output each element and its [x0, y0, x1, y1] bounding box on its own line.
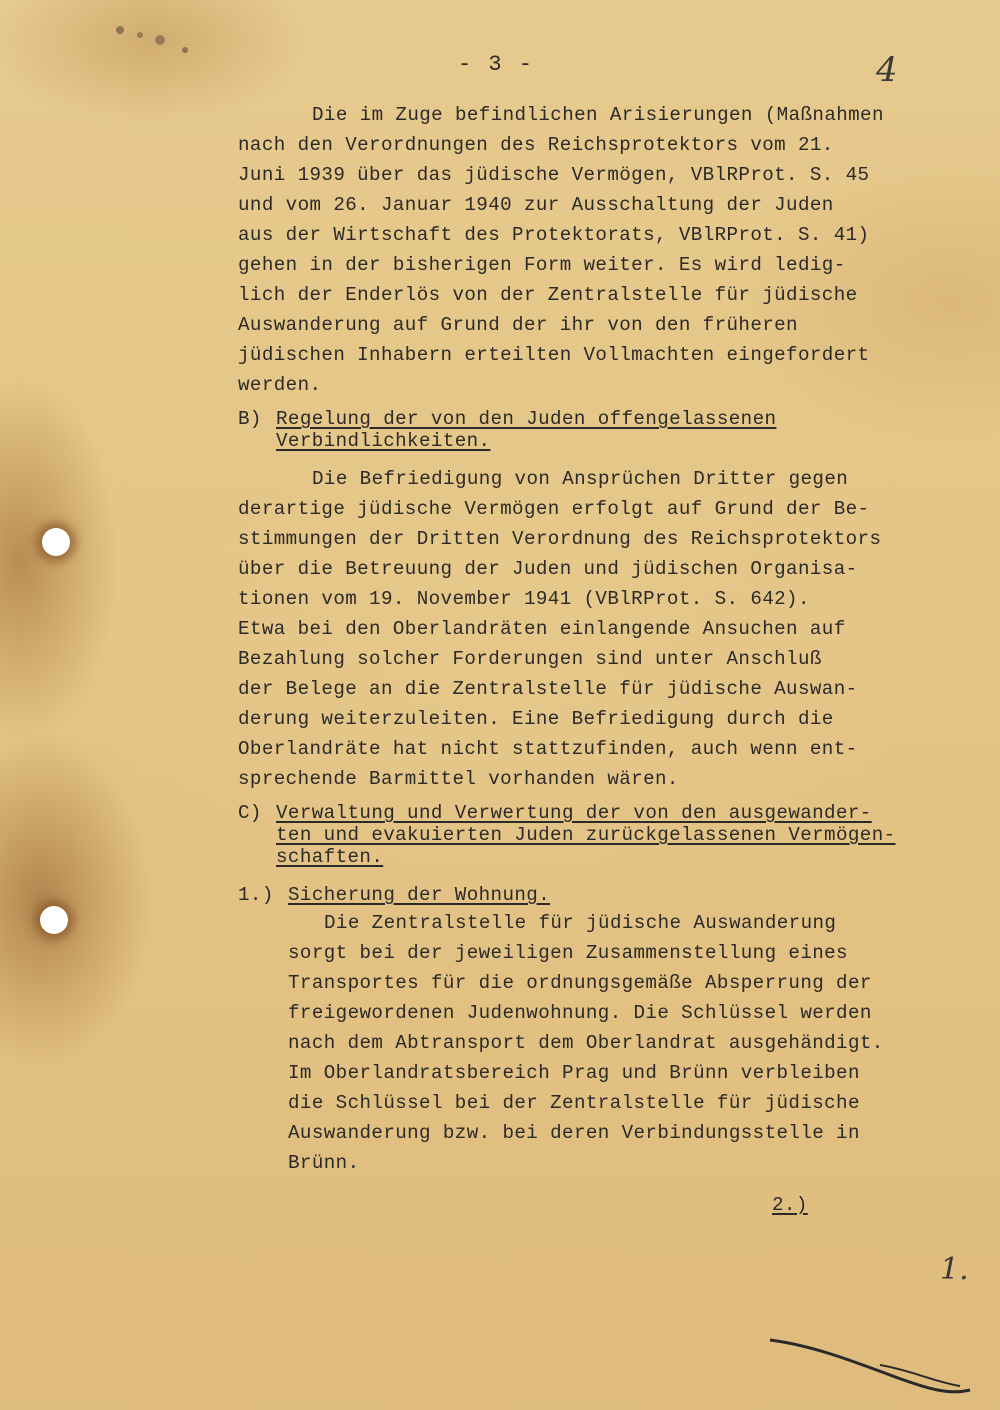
subsection-marker: 1.)	[238, 884, 274, 906]
paragraph-line: werden.	[238, 374, 322, 396]
catchword: 2.)	[772, 1194, 808, 1216]
section-heading-c: ten und evakuierten Juden zurückgelassenen Vermögen-	[276, 824, 896, 846]
margin-annotation-top: 4	[876, 50, 898, 90]
section-heading-c: schaften.	[276, 846, 384, 868]
section-heading-c: Verwaltung und Verwertung der von den ausgewander-	[276, 802, 872, 824]
section-marker-c: C)	[238, 802, 262, 824]
paragraph-line: die Schlüssel bei der Zentralstelle für jüdische	[288, 1092, 860, 1114]
pencil-scribble-icon	[760, 1320, 980, 1400]
paragraph-line: derartige jüdische Vermögen erfolgt auf Grund der Be-	[238, 498, 870, 520]
punch-hole	[42, 528, 70, 556]
page-number: - 3 -	[458, 52, 535, 77]
paragraph-line: jüdischen Inhabern erteilten Vollmachten eingefordert	[238, 344, 870, 366]
paragraph-line: Die Befriedigung von Ansprüchen Dritter gegen	[312, 468, 849, 490]
paragraph-line: tionen vom 19. November 1941 (VBlRProt. S. 642).	[238, 588, 810, 610]
paragraph-line: Auswanderung auf Grund der ihr von den früheren	[238, 314, 798, 336]
ink-smudge-icon	[100, 10, 210, 70]
paragraph-line: lich der Enderlös von der Zentralstelle für jüdische	[238, 284, 858, 306]
paragraph-line: Oberlandräte hat nicht stattzufinden, auch wenn ent-	[238, 738, 858, 760]
paragraph-line: Die Zentralstelle für jüdische Auswanderung	[324, 912, 837, 934]
punch-hole	[40, 906, 68, 934]
paragraph-line: Auswanderung bzw. bei deren Verbindungsstelle in	[288, 1122, 860, 1144]
paragraph-line: sprechende Barmittel vorhanden wären.	[238, 768, 679, 790]
section-heading-b: Verbindlichkeiten.	[276, 430, 491, 452]
paragraph-line: gehen in der bisherigen Form weiter. Es wird ledig-	[238, 254, 846, 276]
paragraph-line: und vom 26. Januar 1940 zur Ausschaltung der Juden	[238, 194, 834, 216]
paragraph-line: Etwa bei den Oberlandräten einlangende Ansuchen auf	[238, 618, 846, 640]
margin-annotation-bottom: 1.	[940, 1252, 969, 1287]
paragraph-line: der Belege an die Zentralstelle für jüdische Auswan-	[238, 678, 858, 700]
paragraph-line: nach dem Abtransport dem Oberlandrat ausgehändigt.	[288, 1032, 884, 1054]
paragraph-line: Die im Zuge befindlichen Arisierungen (Maßnahmen	[312, 104, 884, 126]
paragraph-line: Brünn.	[288, 1152, 360, 1174]
paragraph-line: aus der Wirtschaft des Protektorats, VBlRProt. S. 41)	[238, 224, 870, 246]
paragraph-line: derung weiterzuleiten. Eine Befriedigung durch die	[238, 708, 834, 730]
paragraph-line: Transportes für die ordnungsgemäße Absperrung der	[288, 972, 872, 994]
paragraph-line: Bezahlung solcher Forderungen sind unter Anschluß	[238, 648, 822, 670]
paragraph-line: sorgt bei der jeweiligen Zusammenstellung eines	[288, 942, 848, 964]
paragraph-line: Im Oberlandratsbereich Prag und Brünn verbleiben	[288, 1062, 860, 1084]
paragraph-line: stimmungen der Dritten Verordnung des Reichsprotektors	[238, 528, 882, 550]
subsection-heading: Sicherung der Wohnung.	[288, 884, 551, 906]
section-heading-b: Regelung der von den Juden offengelassenen	[276, 408, 777, 430]
paragraph-line: freigewordenen Judenwohnung. Die Schlüssel werden	[288, 1002, 872, 1024]
section-marker-b: B)	[238, 408, 262, 430]
paragraph-line: Juni 1939 über das jüdische Vermögen, VBlRProt. S. 45	[238, 164, 870, 186]
paragraph-line: nach den Verordnungen des Reichsprotektors vom 21.	[238, 134, 834, 156]
paragraph-line: über die Betreuung der Juden und jüdischen Organisa-	[238, 558, 858, 580]
